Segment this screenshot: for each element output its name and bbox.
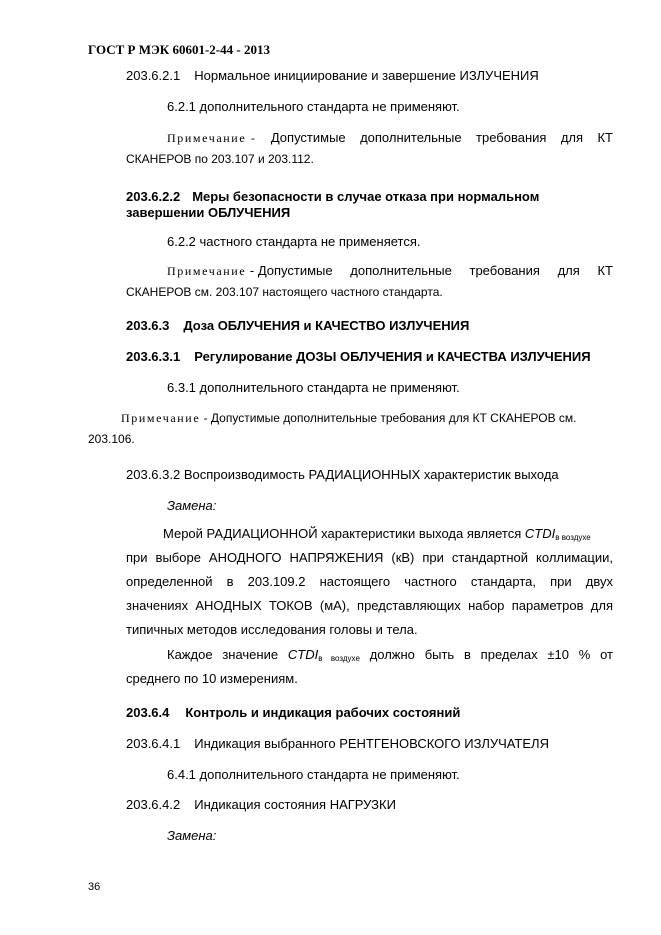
clause-text: 6.3.1 дополнительного стандарта не применяют. bbox=[167, 380, 460, 395]
clause-text: 6.2.2 частного стандарта не применяется. bbox=[167, 234, 421, 249]
paragraph-line: Мерой РАДИАЦИОННОЙ характеристики выхода является $CTDI_{в воздухе}$ bbox=[163, 526, 591, 542]
clause-number: 203.6.2.1 bbox=[126, 68, 181, 83]
replacement-label: Замена: bbox=[167, 828, 217, 843]
clause-number: 203.6.2.2 bbox=[126, 189, 181, 204]
clause-title: Доза ОБЛУЧЕНИЯ и КАЧЕСТВО ИЗЛУЧЕНИЯ bbox=[183, 318, 470, 333]
ctdi-subscript: в воздухе bbox=[318, 654, 360, 663]
paragraph-line: среднего по 10 измерениям. bbox=[126, 671, 298, 686]
standard-header: ГОСТ Р МЭК 60601-2-44 - 2013 bbox=[88, 42, 270, 57]
ctdi-paragraph bbox=[126, 522, 613, 642]
note-word: для bbox=[557, 263, 580, 278]
note-label: Примечание bbox=[121, 411, 201, 425]
clause-title: Контроль и индикация рабочих состояний bbox=[185, 705, 461, 720]
paragraph-line: значениях АНОДНЫХ ТОКОВ (мА), представляющих набор параметров для bbox=[126, 598, 613, 613]
note-word: КТ bbox=[597, 263, 613, 278]
note-3-line-1 bbox=[121, 410, 577, 426]
note-word: дополнительные bbox=[350, 263, 452, 278]
clause-203-6-3-1 bbox=[126, 349, 591, 365]
paragraph-line: при выборе АНОДНОГО НАПРЯЖЕНИЯ (кВ) при стандартной коллимации, bbox=[126, 550, 613, 565]
clause-203-6-2-2 bbox=[126, 189, 539, 205]
clause-number: 203.6.3 bbox=[126, 318, 170, 333]
clause-number: 203.6.4 bbox=[126, 705, 170, 720]
clause-text: 6.2.1 дополнительного стандарта не применяют. bbox=[167, 99, 460, 114]
note-2-line-1 bbox=[167, 263, 613, 279]
clause-203-6-4-1 bbox=[126, 736, 549, 752]
note-word: для bbox=[560, 130, 584, 145]
clause-title: Регулирование ДОЗЫ ОБЛУЧЕНИЯ и КАЧЕСТВА ИЗЛУЧЕНИЯ bbox=[194, 349, 591, 364]
note-label: Примечание - bbox=[167, 131, 257, 145]
clause-title: Меры безопасности в случае отказа при нормальном bbox=[192, 189, 540, 204]
note-1-line-2: СКАНЕРОВ по 203.107 и 203.112. bbox=[126, 152, 314, 166]
ctdi-symbol: CTDI bbox=[524, 526, 556, 541]
clause-203-6-4-2 bbox=[126, 797, 396, 813]
note-label-group bbox=[167, 263, 333, 279]
clause-title: Индикация состояния НАГРУЗКИ bbox=[194, 797, 396, 812]
ctdi-tolerance-paragraph bbox=[126, 643, 613, 691]
clause-text: 6.4.1 дополнительного стандарта не применяют. bbox=[167, 767, 460, 782]
clause-number: 203.6.4.1 bbox=[126, 736, 181, 751]
ctdi-symbol: CTDI bbox=[287, 647, 319, 662]
clause-title: Нормальное инициирование и завершение ИЗЛУЧЕНИЯ bbox=[194, 68, 539, 83]
note-2-line-2: СКАНЕРОВ см. 203.107 настоящего частного стандарта. bbox=[126, 285, 443, 299]
note-label: Примечание bbox=[167, 264, 247, 278]
note-word: дополнительные bbox=[360, 130, 462, 145]
note-text: - Допустимые дополнительные требования для КТ СКАНЕРОВ см. bbox=[200, 411, 577, 425]
note-word: - Допустимые bbox=[249, 263, 333, 278]
paragraph-line: Каждое значение $CTDI_{в воздухе}$ должно быть в пределах ±10 % от bbox=[167, 647, 613, 663]
page-number: 36 bbox=[88, 881, 101, 893]
clause-203-6-4 bbox=[126, 705, 460, 721]
clause-number: 203.6.4.2 bbox=[126, 797, 181, 812]
paragraph-line: типичных методов исследования головы и тела. bbox=[126, 622, 418, 637]
clause-203-6-3-2: 203.6.3.2 Воспроизводимость РАДИАЦИОННЫХ характеристик выхода bbox=[126, 467, 559, 482]
clause-number: 203.6.3.1 bbox=[126, 349, 181, 364]
clause-203-6-3 bbox=[126, 318, 469, 334]
note-word: Допустимые bbox=[270, 130, 346, 145]
replacement-label: Замена: bbox=[167, 498, 217, 513]
ctdi-subscript: в воздухе bbox=[555, 533, 591, 542]
note-1-line-1 bbox=[167, 130, 613, 146]
note-3-line-2: 203.106. bbox=[88, 432, 135, 446]
note-word: требования bbox=[476, 130, 547, 145]
note-word: требования bbox=[469, 263, 540, 278]
clause-title-continued: завершении ОБЛУЧЕНИЯ bbox=[126, 205, 291, 220]
note-word: КТ bbox=[597, 130, 613, 145]
paragraph-line: определенной в 203.109.2 настоящего частного стандарта, при двух bbox=[126, 574, 613, 589]
clause-title: Индикация выбранного РЕНТГЕНОВСКОГО ИЗЛУЧАТЕЛЯ bbox=[194, 736, 549, 751]
clause-203-6-2-1 bbox=[126, 68, 539, 84]
